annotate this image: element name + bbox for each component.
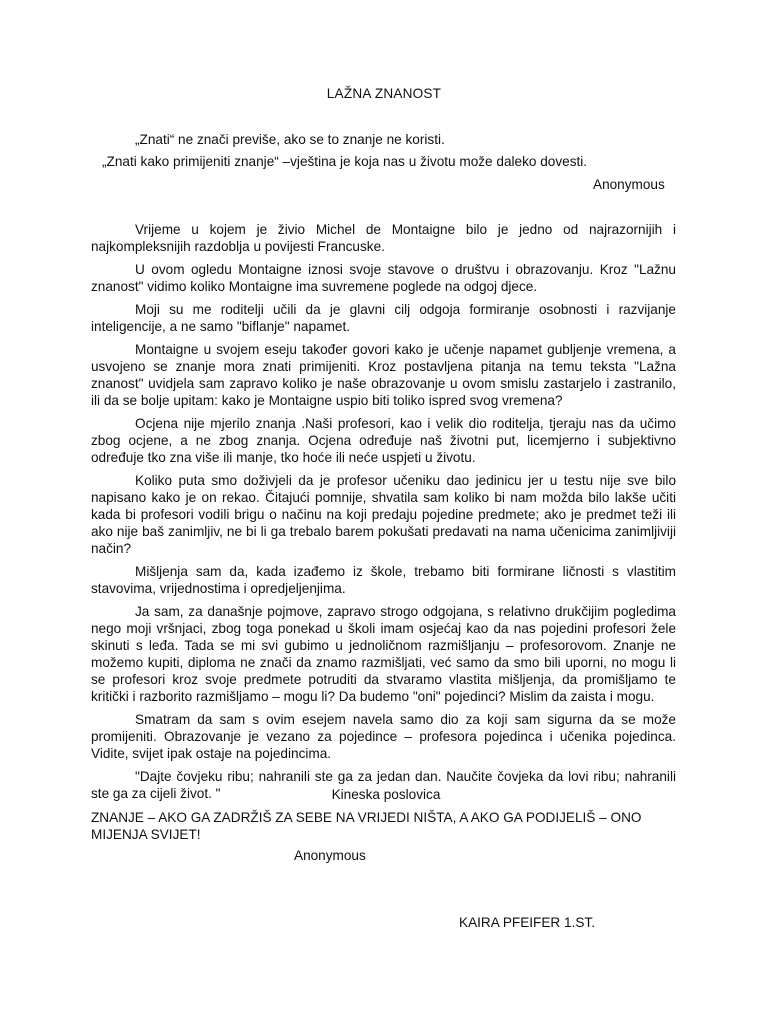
paragraph: Smatram da sam s ovim esejem navela samo dio za koji sam sigurna da se može promijeniti. Obrazovanje je vezano za pojedince – profesora pojedinca i učenika pojedinca. Vidite, svijet ipak ostaje na pojedincima. (91, 712, 676, 761)
slogan: ZNANJE – AKO GA ZADRŽIŠ ZA SEBE NA VRIJEDI NIŠTA, A AKO GA PODIJELIŠ – ONO MIJENJA SVIJET! (91, 810, 642, 842)
paragraph: Mišljenja sam da, kada izađemo iz škole, trebamo biti formirane ličnosti s vlastitim stavovima, vrijednostima i opredjeljenjima. (91, 564, 676, 596)
essay-body (91, 221, 676, 808)
paragraph: Montaigne u svojem eseju također govori kako je učenje napamet gubljenje vremena, a usvojeno se znanje mora znati primijeniti. Kroz postavljena pitanja na temu teksta "Lažna znanost" uvidjela sam zapravo koliko je naše obrazovanje u ovom smislu zastarjelo i zastranilo, ili da se bolje upitam: kako je Montaigne uspio biti toliko ispred svog vremena? (91, 342, 676, 408)
paragraph: "Dajte čovjeku ribu; nahranili ste ga za jedan dan. Naučite čovjeka da lovi ribu; nahranili ste ga za cijeli život. " (91, 769, 676, 801)
paragraph: Ja sam, za današnje pojmove, zapravo strogo odgojana, s relativno drukčijim pogledima nego moji vršnjaci, zbog toga ponekad u školi imam osjećaj kao da nas pojedini profesori žele skinuti s leđa. Tada se mi svi gubimo u jednoličnom razmišljanju – profesorovom. Znanje ne možemo kupiti, diploma ne znači da znamo razmišljati, već samo da smo bili uporni, no mogu li se profesori kroz svoje predmete potruditi da stvaramo vlastita mišljenja, da promišljamo te kritički i razborito razmišljamo – mogu li? Da budemo "oni" pojedinci? Mislim da zaista i mogu. (91, 604, 676, 704)
paragraph: Ocjena nije mjerilo znanja .Naši profesori, kao i velik dio roditelja, tjeraju nas da učimo zbog ocjene, a ne zbog znanja. Ocjena određuje naš životni put, licemjerno i subjektivno određuje tko zna više ili manje, tko hoće ili neće uspjeti u životu. (91, 416, 676, 465)
paragraph: Moji su me roditelji učili da je glavni cilj odgoja formiranje osobnosti i razvijanje inteligencije, a ne samo "biflanje" napamet. (91, 302, 676, 334)
proverb-source: Kineska poslovica (331, 787, 441, 802)
document-title: LAŽNA ZNANOST (326, 86, 442, 101)
slogan-attribution: Anonymous (294, 848, 366, 863)
epigraph-line-2: „Znati kako primijeniti znanje“ –vještina je koja nas u životu može daleko dovesti. (102, 154, 588, 169)
paragraph: Vrijeme u kojem je živio Michel de Montaigne bilo je jedno od najrazornijih i najkompleksnijih razdoblja u povijesti Francuske. (91, 222, 676, 254)
author-signature: KAIRA PFEIFER 1.ST. (459, 915, 595, 930)
paragraph: Koliko puta smo doživjeli da je profesor učeniku dao jedinicu jer u testu nije sve bilo napisano kako je on rekao. Čitajući pomnije, shvatila sam koliko bi nam možda bilo lakše učiti kada bi profesori vodili brigu o načinu na koji predaju pojedine predmete; ako je predmet teži ili ako nije baš zanimljiv, ne bi li ga trebalo barem pokušati predavati na nama učenicima zanimljiviji način? (91, 473, 676, 556)
epigraph-attribution: Anonymous (593, 177, 665, 192)
epigraph-line-1: „Znati“ ne znači previše, ako se to znanje ne koristi. (135, 132, 445, 147)
paragraph: U ovom ogledu Montaigne iznosi svoje stavove o društvu i obrazovanju. Kroz "Lažnu znanost" vidimo koliko Montaigne ima suvremene poglede na odgoj djece. (91, 262, 676, 294)
